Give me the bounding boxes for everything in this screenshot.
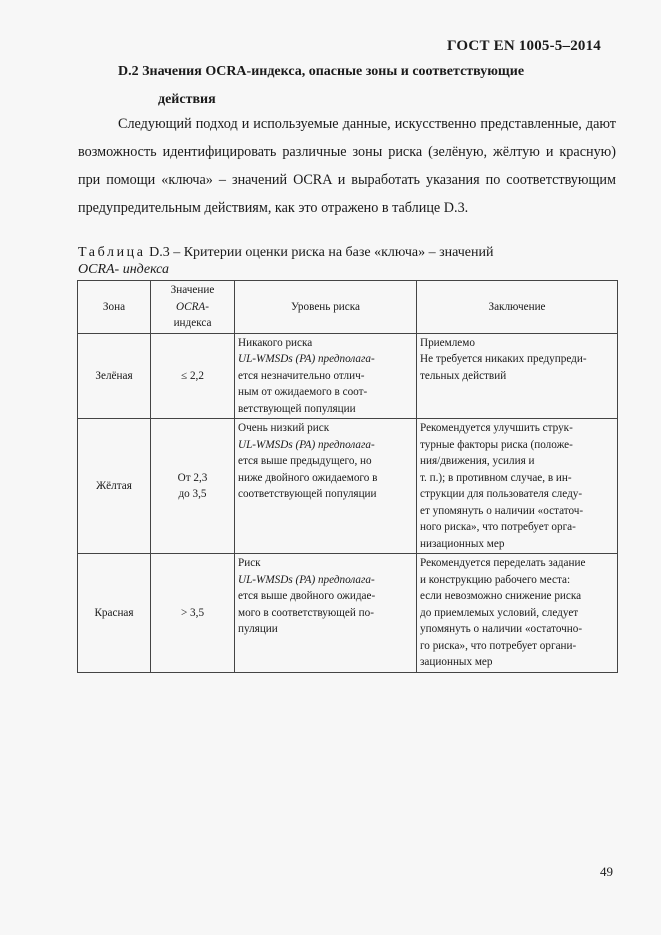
header-value [151,281,235,334]
conclusion-line: ет упомянуть о наличии «остаточ- [420,504,584,517]
conclusion-line: зационных мер [420,656,493,668]
level-line [238,351,413,368]
level-line: Очень низкий риск [238,422,330,434]
conclusion-line: низационных мер [420,537,505,550]
level-line: ется выше предыдущего, но [238,455,372,467]
value-cell [151,419,235,554]
header-value-l2: OCRA- [176,300,209,313]
table-caption-label: Таблица [78,245,146,260]
header-conclusion: Заключение [417,281,618,334]
conclusion-line: если невозможно снижение риска [420,590,582,602]
level-line-text: UL-WMSDs (PA) предполага- [238,353,375,365]
level-line: соответствующей популяции [238,488,377,500]
value-text: > 3,5 [180,606,205,619]
page-number: 49 [600,864,613,879]
conclusion-line: Не требуется никаких предупреди- [420,353,587,365]
level-line: Никакого риска [238,336,313,349]
conclusion-line: турные факторы риска (положе- [420,438,573,451]
value-cell [151,333,235,419]
table-header-row [78,281,618,334]
conclusion-cell [417,554,618,673]
table-row [78,419,618,554]
conclusion-line: Рекомендуется переделать задание [420,557,586,569]
zone-cell: Жёлтая [78,419,151,554]
header-value-l1: Значение [170,284,215,296]
level-line: Риск [238,557,261,569]
zone-cell: Зелёная [78,333,151,419]
conclusion-line: Рекомендуется улучшить струк- [420,422,573,434]
conclusion-line: ния/движения, усилия и [420,455,535,467]
section-title [118,58,588,114]
conclusion-line: тельных действий [420,369,507,382]
conclusion-cell [417,333,618,419]
standard-code: ГОСТ EN 1005-5–2014 [447,38,601,54]
section-title-line2: действия [158,92,216,107]
risk-criteria-table [77,280,618,673]
level-line: ется выше двойного ожидае- [238,590,376,602]
conclusion-line: ного риска», что потребует орга- [420,521,576,533]
table-caption-text: D.3 – Критерии оценки риска на базе «ключа» – значений [149,245,494,260]
level-line: ниже двойного ожидаемого в [238,471,378,484]
header-value-l3: индекса [173,317,212,329]
level-line: пуляции [238,623,278,635]
level-line: ветствующей популяции [238,402,356,415]
table-row [78,333,618,419]
value-text: ≤ 2,2 [181,369,204,382]
table-caption-line2: OCRA- индекса [78,262,169,277]
level-cell [235,419,417,554]
zone-cell: Красная [78,554,151,673]
level-line [238,437,413,454]
level-line [238,572,413,589]
conclusion-line: струкции для пользователя следу- [420,488,583,500]
header-level: Уровень риска [235,281,417,334]
section-title-line1: D.2 Значения OCRA-индекса, опасные зоны и соответствующие [118,64,525,79]
conclusion-line: упомянуть о наличии «остаточно- [420,623,583,635]
conclusion-line: до приемлемых условий, следует [420,606,579,619]
level-line-text: UL-WMSDs (PA) предполага- [238,573,375,586]
level-line: ным от ожидаемого в соот- [238,386,368,398]
conclusion-line: и конструкцию рабочего места: [420,573,571,586]
level-line: мого в соответствующей по- [238,606,374,619]
conclusion-line: Приемлемо [420,336,475,349]
level-line: ется незначительно отлич- [238,369,365,382]
level-line-text: UL-WMSDs (PA) предполага- [238,438,375,451]
conclusion-line: т. п.); в противном случае, в ин- [420,471,572,484]
level-cell [235,554,417,673]
table-caption [78,244,618,278]
conclusion-line: го риска», что потребует органи- [420,639,577,652]
level-cell [235,333,417,419]
conclusion-cell [417,419,618,554]
value-text: до 3,5 [178,488,207,500]
value-text: От 2,3 [177,471,208,484]
value-cell [151,554,235,673]
header-zone: Зона [78,281,151,334]
body-paragraph: Следующий подход и используемые данные, искусственно представленные, дают возможность идентифицировать различные зоны риска (зелёную, жёлтую и красную) при помощи «ключа» – значений OCRA и выработать указания по соответствующим предупредительным действиям, как это отражено в таблице D.3. [78,116,616,216]
table-row [78,554,618,673]
